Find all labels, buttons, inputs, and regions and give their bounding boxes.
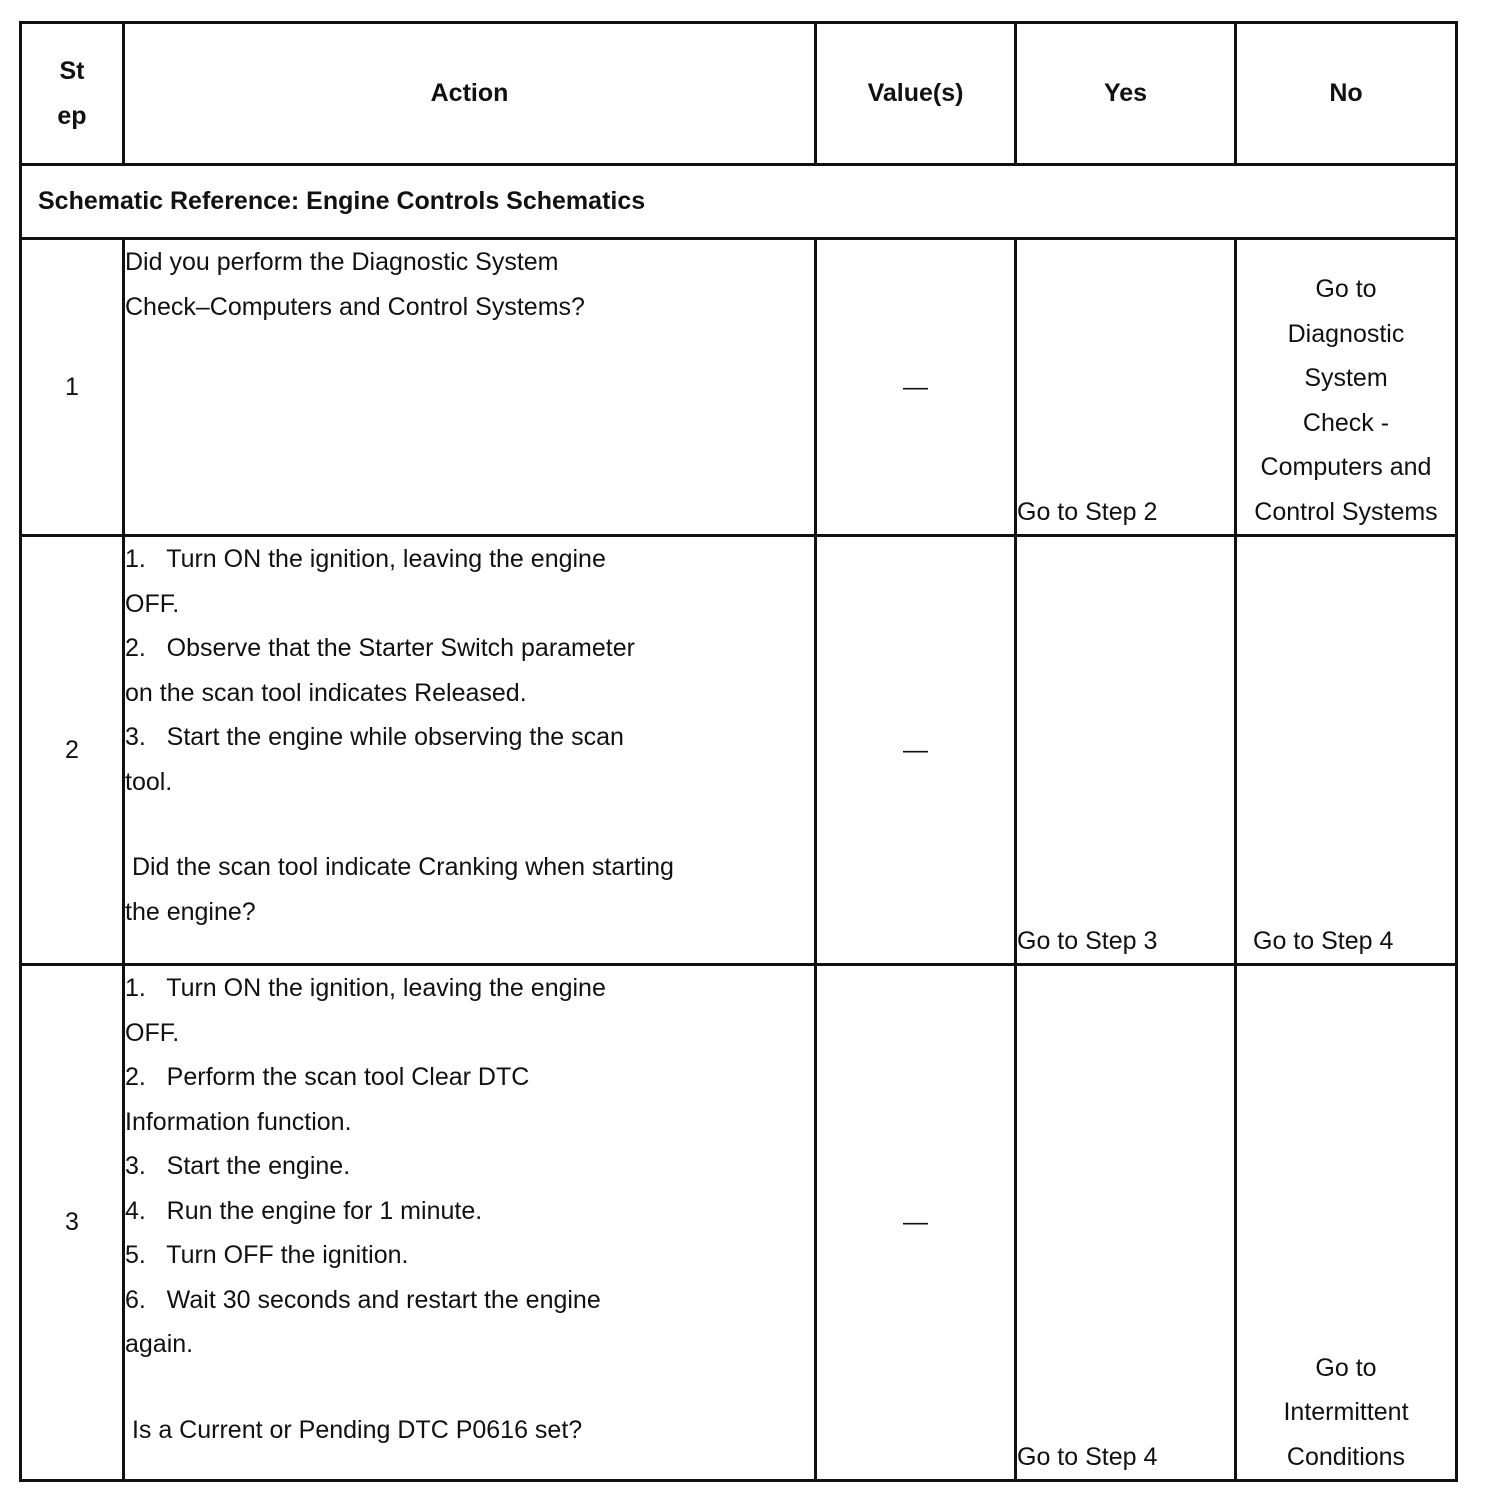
yes-cell: Go to Step 4 — [1016, 965, 1236, 1481]
no-cell: Go to Intermittent Conditions — [1236, 965, 1457, 1481]
yes-cell: Go to Step 3 — [1016, 536, 1236, 965]
table-row — [21, 239, 1457, 536]
no-cell: Go to Diagnostic System Check - Computers and Control Systems — [1236, 239, 1457, 536]
diagnostic-table — [19, 21, 1458, 1482]
value-cell: — — [816, 965, 1016, 1481]
table-row — [21, 965, 1457, 1481]
header-step: St ep — [21, 23, 124, 165]
yes-cell: Go to Step 2 — [1016, 239, 1236, 536]
value-cell: — — [816, 536, 1016, 965]
header-row — [21, 23, 1457, 165]
schematic-reference: Schematic Reference: Engine Controls Schematics — [21, 165, 1457, 239]
action-cell: 1. Turn ON the ignition, leaving the engine OFF. 2. Observe that the Starter Switch parameter on the scan tool indicates Released. 3. Start the engine while observing the scan tool. Did the scan tool indicate Cranking when starting the engine? — [124, 536, 816, 965]
step-number: 1 — [21, 239, 124, 536]
schematic-reference-row — [21, 165, 1457, 239]
header-values: Value(s) — [816, 23, 1016, 165]
header-no: No — [1236, 23, 1457, 165]
no-cell: Go to Step 4 — [1236, 536, 1457, 965]
step-number: 2 — [21, 536, 124, 965]
value-cell: — — [816, 239, 1016, 536]
header-action: Action — [124, 23, 816, 165]
header-yes: Yes — [1016, 23, 1236, 165]
action-cell: 1. Turn ON the ignition, leaving the engine OFF. 2. Perform the scan tool Clear DTC Information function. 3. Start the engine. 4. Run the engine for 1 minute. 5. Turn OFF the ignition. 6. Wait 30 seconds and restart the engine again. Is a Current or Pending DTC P0616 set? — [124, 965, 816, 1481]
table-row — [21, 536, 1457, 965]
action-cell: Did you perform the Diagnostic System Check–Computers and Control Systems? — [124, 239, 816, 536]
step-number: 3 — [21, 965, 124, 1481]
